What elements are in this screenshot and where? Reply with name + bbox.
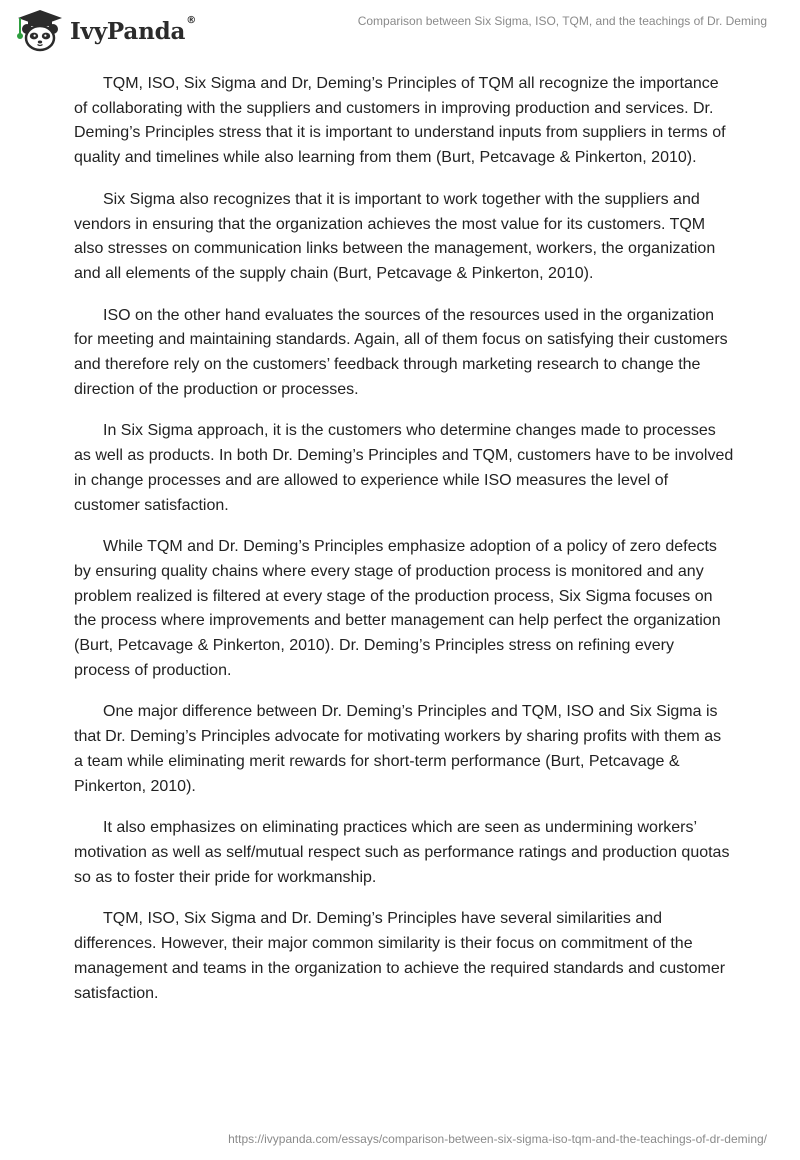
paragraph: TQM, ISO, Six Sigma and Dr. Deming’s Principles have several similarities and differences. However, their major common similarity is their focus on commitment of the management and teams in the organization to achieve the required standards and customer satisfaction. — [74, 910, 726, 1002]
essay-body — [74, 72, 734, 1023]
ivypanda-logo[interactable] — [14, 8, 196, 52]
paragraph: One major difference between Dr. Deming’s Principles and TQM, ISO and Six Sigma is that Dr. Deming’s Principles advocate for motivating workers by sharing profits with them as a team while eliminating merit rewards for short-term performance (Burt, Petcavage & Pinkerton, 2010). — [74, 703, 722, 795]
paragraph: Six Sigma also recognizes that it is important to work together with the suppliers and vendors in ensuring that the organization achieves the most value for its customers. TQM also stresses on communication links between the management, workers, the organization and all elements of the supply chain (Burt, Petcavage & Pinkerton, 2010). — [74, 190, 716, 282]
paragraph: TQM, ISO, Six Sigma and Dr, Deming’s Principles of TQM all recognize the importance of collaborating with the suppliers and customers in improving production and services. Dr. Deming’s Principles stress that it is important to understand inputs from suppliers in terms of quality and timelines while also learning from them (Burt, Petcavage & Pinkerton, 2010). — [74, 75, 726, 167]
registered-mark: ® — [186, 14, 196, 26]
paragraph: It also emphasizes on eliminating practices which are seen as undermining workers’ motivation as well as self/mutual respect such as performance ratings and production quotas so as to foster their pride for workmanship. — [74, 819, 730, 886]
paragraph: In Six Sigma approach, it is the customers who determine changes made to processes as well as products. In both Dr. Deming’s Principles and TQM, customers have to be involved in change processes and are allowed to experience while ISO measures the level of customer satisfaction. — [74, 422, 734, 514]
paragraph: While TQM and Dr. Deming’s Principles emphasize adoption of a policy of zero defects by ensuring quality chains where every stage of production process is monitored and any problem realized is filtered at every stage of the production process, Six Sigma focuses on the process where improvements and better management can help perfect the organization (Burt, Petcavage & Pinkerton, 2010). Dr. Deming’s Principles stress on refining every process of production. — [74, 538, 721, 679]
source-url[interactable]: https://ivypanda.com/essays/comparison-between-six-sigma-iso-tqm-and-the-teachings-of-dr-deming/ — [228, 1132, 767, 1146]
paragraph: ISO on the other hand evaluates the sources of the resources used in the organization for meeting and maintaining standards. Again, all of them focus on satisfying their customers and therefore rely on the customers’ feedback through marketing research to change the direction of the production or processes. — [74, 306, 728, 398]
page-header — [0, 0, 800, 60]
document-title: Comparison between Six Sigma, ISO, TQM, and the teachings of Dr. Deming — [357, 14, 767, 28]
panda-graduate-icon — [14, 8, 66, 52]
logo-wordmark: IvyPanda® — [70, 14, 196, 45]
